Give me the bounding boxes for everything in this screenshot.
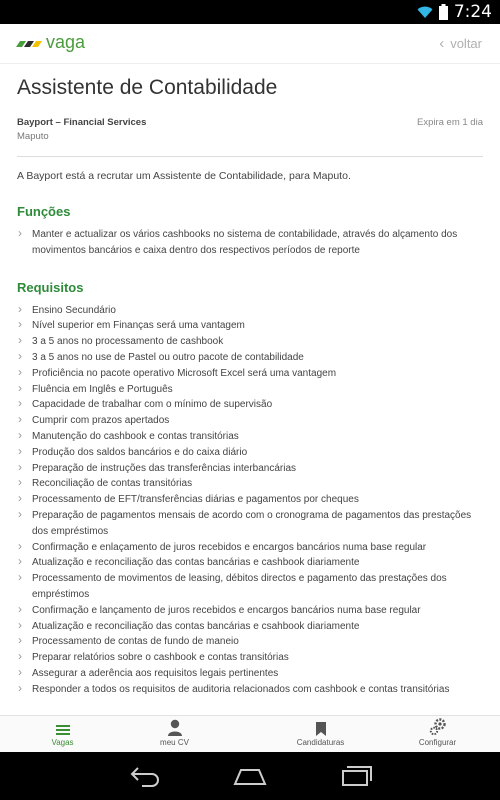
list-item: › Processamento de movimentos de leasing, débitos directos e pagamento das prestações dos empréstimos [17, 571, 483, 603]
job-intro: A Bayport está a recrutar um Assistente de Contabilidade, para Maputo. [17, 170, 351, 182]
job-title: Assistente de Contabilidade [17, 76, 278, 99]
list-item: › 3 a 5 anos no processamento de cashbook [17, 334, 483, 350]
list-item: › Manter e actualizar os vários cashbooks no sistema de contabilidade, através do alçamento dos movimentos bancários e caixa dentro dos respectivos períodos de reporte [17, 227, 483, 259]
gears-icon [429, 718, 447, 736]
list-item: › Proficiência no pacote operativo Microsoft Excel será uma vantagem [17, 366, 483, 382]
app-logo [16, 38, 42, 48]
chevron-left-icon: ‹ [439, 35, 445, 52]
list-item: › Preparação de pagamentos mensais de acordo com o cronograma de pagamentos das prestações dos empréstimos [17, 508, 483, 540]
tab-label: Vagas [51, 738, 74, 747]
list-item: › Ensino Secundário [17, 303, 483, 319]
list-item: › Confirmação e enlaçamento de juros recebidos e encargos bancários numa base regular [17, 540, 483, 556]
tab-vagas[interactable] [0, 716, 125, 753]
recent-apps-icon[interactable] [342, 766, 372, 786]
list-item: › Fluência em Inglês e Português [17, 382, 483, 398]
list-item: › Manutenção do cashbook e contas transitórias [17, 429, 483, 445]
back-label: voltar [450, 36, 482, 51]
wifi-icon [417, 5, 433, 19]
requirements-list [17, 303, 483, 698]
list-item: › Responder a todos os requisitos de auditoria relacionados com cashbook e contas transitórias [17, 682, 483, 698]
person-icon [168, 719, 182, 736]
back-nav-icon[interactable] [128, 766, 160, 786]
list-item: › Reconciliação de contas transitórias [17, 476, 483, 492]
list-item: › Atualização e reconciliação das contas bancárias e csahbook diariamente [17, 619, 483, 635]
job-meta [17, 117, 483, 147]
bottom-tab-bar [0, 715, 500, 752]
functions-heading: Funções [17, 204, 71, 219]
menu-icon [56, 724, 70, 736]
app-bar [0, 24, 500, 64]
clock: 7:24 [453, 2, 492, 22]
job-detail[interactable] [0, 64, 500, 715]
list-item: › Atualização e reconciliação das contas bancárias e cashbook diariamente [17, 555, 483, 571]
tab-configurar[interactable] [375, 716, 500, 753]
status-bar [0, 0, 500, 24]
company-name: Bayport – Financial Services [17, 117, 147, 128]
list-item: › Confirmação e lançamento de juros recebidos e encargos bancários numa base regular [17, 603, 483, 619]
list-item: › Preparar relatórios sobre o cashbook e contas transitórias [17, 650, 483, 666]
bookmark-icon [316, 722, 326, 736]
tab-label: Configurar [418, 738, 457, 747]
list-item: › Capacidade de trabalhar com o mínimo de supervisão [17, 397, 483, 413]
list-item: › Processamento de EFT/transferências diárias e pagamentos por cheques [17, 492, 483, 508]
battery-icon [439, 4, 448, 20]
tab-label: meu CV [160, 738, 189, 747]
functions-list [17, 227, 483, 259]
list-item: › Preparação de instruções das transferências interbancárias [17, 461, 483, 477]
divider [17, 156, 483, 157]
home-nav-icon[interactable] [234, 769, 266, 785]
app-title: vaga [46, 32, 86, 52]
list-item: › Cumprir com prazos apertados [17, 413, 483, 429]
system-nav-bar [0, 752, 500, 800]
list-item: › Assegurar a aderência aos requisitos legais pertinentes [17, 666, 483, 682]
back-button[interactable] [439, 35, 482, 52]
tab-candidaturas[interactable] [258, 716, 383, 753]
tab-meu-cv[interactable] [112, 716, 237, 753]
list-item: › Nível superior em Finanças será uma vantagem [17, 318, 483, 334]
list-item: › Processamento de contas de fundo de maneio [17, 634, 483, 650]
tab-label: Candidaturas [296, 738, 345, 747]
list-item: › 3 a 5 anos no use de Pastel ou outro pacote de contabilidade [17, 350, 483, 366]
requirements-heading: Requisitos [17, 279, 84, 295]
list-item: › Produção dos saldos bancários e do caixa diário [17, 445, 483, 461]
expiry-label: Expira em 1 dia [416, 117, 483, 128]
job-location: Maputo [17, 131, 49, 142]
